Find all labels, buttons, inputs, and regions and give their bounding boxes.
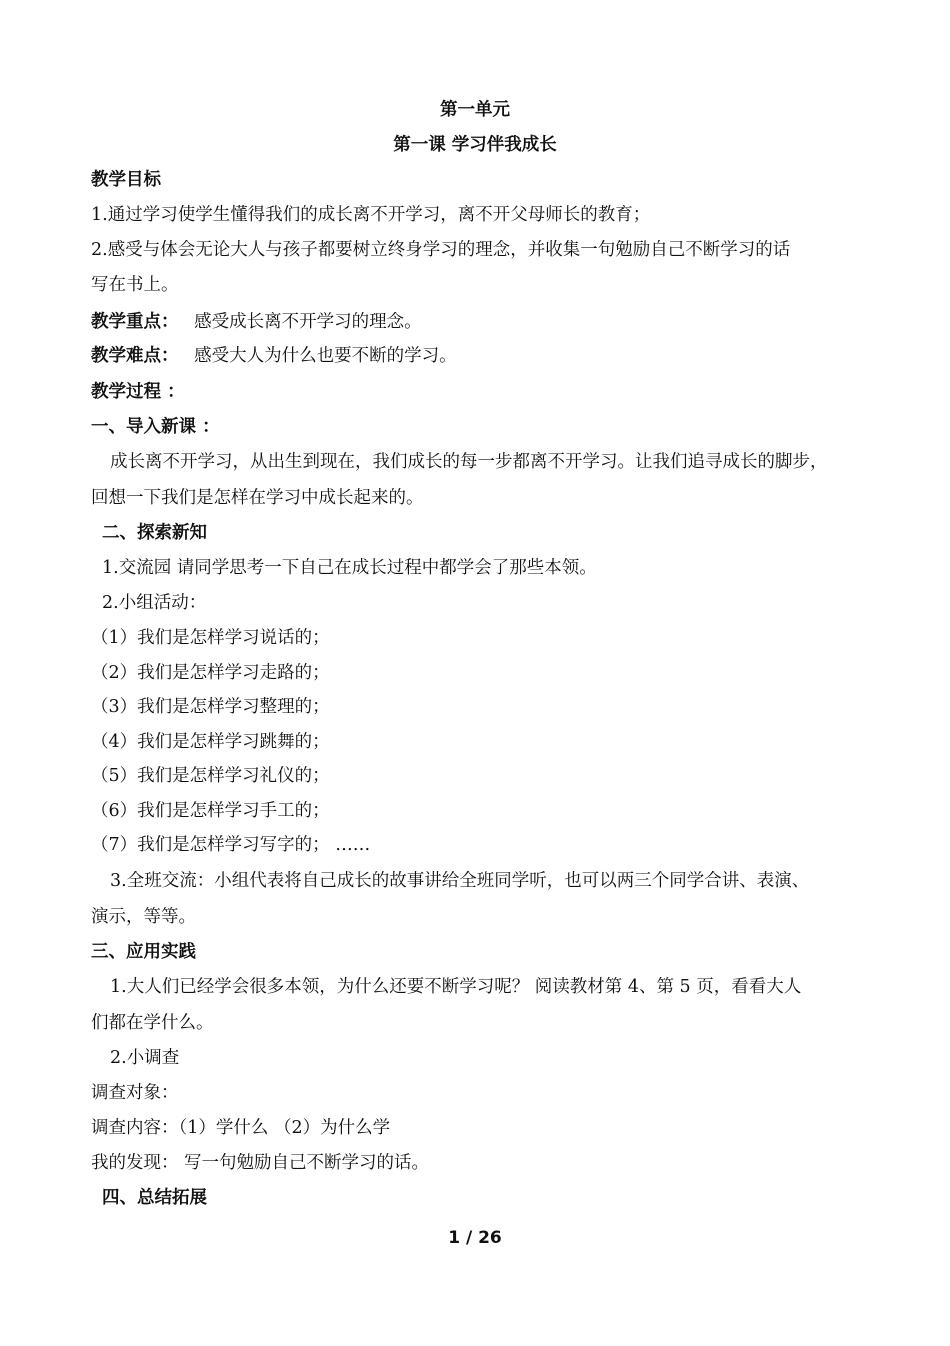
section2-item3-line1: 3.全班交流：小组代表将自己成长的故事讲给全班同学听，也可以两三个同学合讲、表演、 bbox=[110, 871, 810, 891]
activity-item: （2）我们是怎样学习走路的； bbox=[91, 663, 330, 683]
survey-content: 调查内容：（1）学什么 （2）为什么学 bbox=[91, 1118, 391, 1138]
objective-2-line2: 写在书上。 bbox=[91, 275, 179, 295]
section1-paragraph-line2: 回想一下我们是怎样在学习中成长起来的。 bbox=[91, 488, 424, 508]
objective-1: 1.通过学习使学生懂得我们的成长离不开学习，离不开父母师长的教育； bbox=[91, 205, 651, 225]
my-finding: 我的发现： 写一句勉励自己不断学习的话。 bbox=[91, 1153, 430, 1173]
activity-item: （7）我们是怎样学习写字的； …… bbox=[91, 835, 371, 855]
page-indicator: 1 / 26 bbox=[448, 1228, 502, 1248]
key-point-text: 感受成长离不开学习的理念。 bbox=[194, 312, 422, 332]
process-heading: 教学过程 ： bbox=[91, 382, 185, 402]
section3-heading: 三、应用实践 bbox=[91, 942, 196, 962]
lesson-title: 第一课 学习伴我成长 bbox=[393, 135, 557, 155]
activity-item: （6）我们是怎样学习手工的； bbox=[91, 801, 330, 821]
difficulty-point bbox=[91, 344, 870, 368]
section4-heading: 四、总结拓展 bbox=[102, 1188, 207, 1208]
section3-item2: 2.小调查 bbox=[110, 1048, 180, 1068]
section3-item1-line1: 1.大人们已经学会很多本领，为什么还要不断学习呢？ 阅读教材第 4、第 5 页，看看大人 bbox=[110, 977, 802, 997]
key-point bbox=[91, 310, 870, 334]
section2-item3-line2: 演示，等等。 bbox=[91, 907, 196, 927]
section2-item2: 2.小组活动： bbox=[102, 593, 207, 613]
unit-title: 第一单元 bbox=[440, 100, 510, 120]
section1-heading: 一、导入新课 ： bbox=[91, 417, 220, 437]
section2-heading: 二、探索新知 bbox=[102, 523, 207, 543]
objectives-heading: 教学目标 bbox=[91, 170, 161, 190]
section3-item1-line2: 们都在学什么。 bbox=[91, 1013, 214, 1033]
activity-item: （5）我们是怎样学习礼仪的； bbox=[91, 766, 330, 786]
activity-item: （1）我们是怎样学习说话的； bbox=[91, 628, 330, 648]
difficulty-label: 教学难点： bbox=[91, 346, 179, 366]
survey-target: 调查对象： bbox=[91, 1083, 179, 1103]
section1-paragraph-line1: 成长离不开学习，从出生到现在，我们成长的每一步都离不开学习。让我们追寻成长的脚步， bbox=[110, 452, 828, 472]
key-point-label: 教学重点： bbox=[91, 312, 179, 332]
activity-item: （4）我们是怎样学习跳舞的； bbox=[91, 732, 330, 752]
activity-item: （3）我们是怎样学习整理的； bbox=[91, 697, 330, 717]
section2-item1: 1.交流园 请同学思考一下自己在成长过程中都学会了那些本领。 bbox=[102, 558, 597, 578]
difficulty-text: 感受大人为什么也要不断的学习。 bbox=[194, 346, 457, 366]
objective-2-line1: 2.感受与体会无论大人与孩子都要树立终身学习的理念，并收集一句勉励自己不断学习的话 bbox=[91, 240, 791, 260]
